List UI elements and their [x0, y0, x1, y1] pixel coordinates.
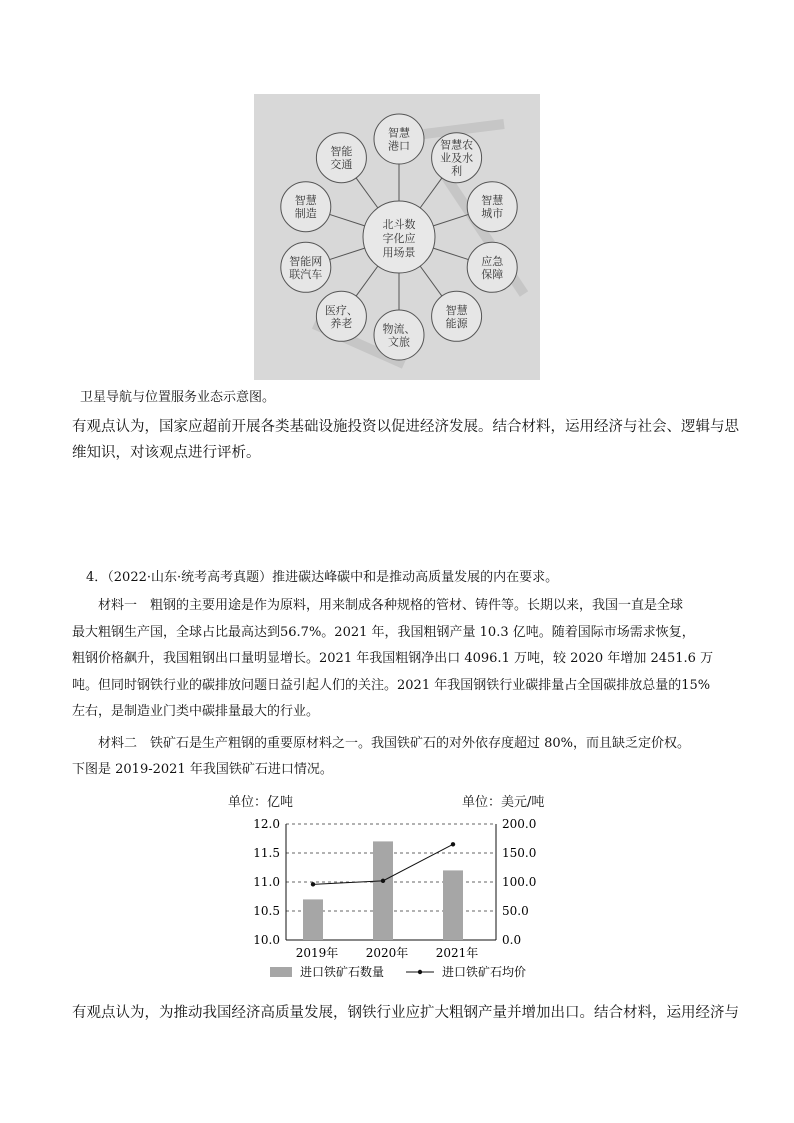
right-tick-label: 100.0	[502, 875, 537, 889]
legend-bar-swatch	[270, 967, 292, 977]
center-node-label: 北斗数	[382, 218, 416, 231]
right-tick-label: 150.0	[502, 846, 537, 860]
x-tick-label: 2021年	[435, 946, 479, 960]
figure-caption: 卫星导航与位置服务业态示意图。	[80, 390, 276, 405]
scenario-node-label: 制造	[294, 207, 317, 221]
center-node-label: 用场景	[382, 246, 416, 259]
scenario-node-label: 能源	[445, 316, 468, 330]
material-2-line: 下图是 2019-2021 年我国铁矿石进口情况。	[72, 762, 333, 777]
left-axis-unit-label: 单位：亿吨	[228, 795, 294, 810]
connector-line	[420, 178, 442, 208]
scenario-node-label: 交通	[330, 158, 353, 172]
connector-line	[356, 266, 378, 296]
question-4-heading: 4．（2022·山东·统考高考真题）推进碳达峰碳中和是推动高质量发展的内在要求。	[86, 570, 559, 585]
x-tick-label: 2020年	[365, 946, 409, 960]
bar-import-volume	[443, 870, 463, 940]
scenario-node-label: 智能网	[289, 254, 323, 268]
scenario-node-label: 文旅	[388, 335, 410, 349]
legend-line-label: 进口铁矿石均价	[442, 965, 527, 979]
right-tick-label: 50.0	[502, 904, 529, 918]
left-tick-label: 11.5	[253, 846, 280, 860]
scenario-node-label: 智慧	[481, 194, 504, 208]
material-2-line: 材料二 铁矿石是生产粗钢的重要原材料之一。我国铁矿石的对外依存度超过 80%，而且缺乏定价权。	[98, 736, 691, 751]
right-tick-label: 0.0	[502, 933, 522, 947]
scenario-node-label: 业及水	[440, 151, 474, 165]
scenario-node-label: 养老	[330, 316, 353, 330]
iron-ore-chart-svg	[228, 790, 548, 990]
connector-line	[330, 248, 365, 259]
iron-ore-import-chart	[228, 790, 548, 990]
connector-line	[420, 266, 442, 296]
beidou-diagram-svg	[254, 94, 540, 380]
scenario-node-label: 港口	[388, 139, 410, 153]
scenario-node-label: 智慧农	[440, 138, 474, 152]
left-tick-label: 10.5	[253, 904, 280, 918]
question-paragraph-line: 维知识，对该观点进行评析。	[72, 445, 261, 461]
material-1-line: 左右，是制造业门类中碳排量最大的行业。	[72, 704, 320, 719]
material-1-line: 最大粗钢生产国，全球占比最高达到56.7%。2021 年，我国粗钢产量 10.3 亿吨。随着国际市场需求恢复，	[72, 625, 695, 640]
scenario-node-label: 应急	[481, 254, 504, 268]
center-node-label: 字化应	[382, 232, 416, 245]
right-tick-label: 200.0	[502, 817, 537, 831]
scenario-node-label: 利	[451, 164, 463, 178]
material-1-line: 材料一 粗钢的主要用途是作为原料，用来制成各种规格的管材、铸件等。长期以来，我国一直是全球	[98, 598, 684, 613]
beidou-application-diagram	[254, 94, 540, 380]
price-point	[381, 879, 385, 883]
scenario-node-label: 保障	[481, 267, 504, 281]
scenario-node-label: 智慧	[294, 194, 317, 208]
question-paragraph-line: 有观点认为，为推动我国经济高质量发展，钢铁行业应扩大粗钢产量并增加出口。结合材料，运用经济与	[72, 1005, 739, 1021]
connector-line	[433, 214, 468, 225]
scenario-node-label: 智慧	[445, 303, 468, 317]
left-tick-label: 11.0	[253, 875, 280, 889]
connector-line	[433, 248, 468, 259]
left-tick-label: 10.0	[253, 933, 280, 947]
scenario-node-label: 医疗、	[324, 303, 358, 317]
material-1-line: 粗钢价格飙升，我国粗钢出口量明显增长。2021 年我国粗钢净出口 4096.1 万吨，较 2020 年增加 2451.6 万	[72, 651, 714, 666]
scenario-node-label: 智慧	[388, 126, 410, 140]
scenario-node-label: 物流、	[382, 322, 416, 336]
scenario-node-label: 智能	[330, 145, 353, 159]
price-point	[451, 842, 455, 846]
connector-line	[356, 178, 378, 208]
legend-bar-label: 进口铁矿石数量	[300, 965, 385, 979]
price-point	[311, 882, 315, 886]
scenario-node-label: 城市	[481, 207, 504, 221]
x-tick-label: 2019年	[295, 946, 339, 960]
question-paragraph-line: 有观点认为，国家应超前开展各类基础设施投资以促进经济发展。结合材料，运用经济与社会、逻辑与思	[72, 419, 739, 435]
scenario-node-label: 联汽车	[289, 267, 323, 281]
material-1-line: 吨。但同时钢铁行业的碳排放问题日益引起人们的关注。2021 年我国钢铁行业碳排量占全国碳排放总量的15%	[72, 678, 711, 693]
right-axis-unit-label: 单位：美元/吨	[462, 795, 545, 810]
bar-import-volume	[303, 899, 323, 940]
left-tick-label: 12.0	[253, 817, 280, 831]
bar-import-volume	[373, 841, 393, 940]
connector-line	[330, 214, 365, 225]
legend-line-marker	[418, 970, 422, 974]
